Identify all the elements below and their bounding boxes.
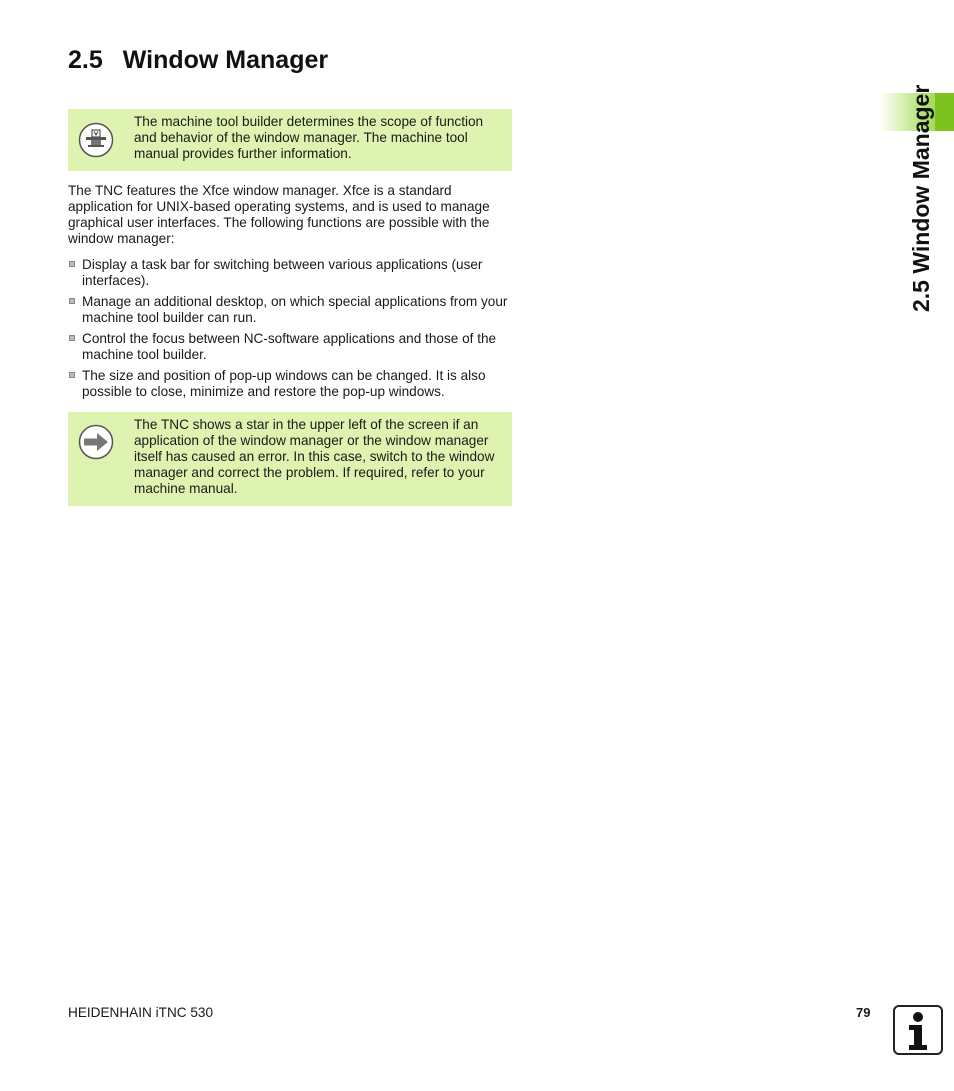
footer-document-title: HEIDENHAIN iTNC 530 bbox=[68, 1005, 214, 1020]
list-item: Manage an additional desktop, on which special applications from your machine tool builder can run. bbox=[68, 294, 512, 326]
intro-paragraph: The TNC features the Xfce window manager. Xfce is a standard application for UNIX-based operating systems, and is used to manage graphical user interfaces. The following functions are possible with the window manager: bbox=[68, 183, 490, 246]
function-list bbox=[68, 257, 512, 405]
list-item: The size and position of pop-up windows can be changed. It is also possible to close, minimize and restore the pop-up windows. bbox=[68, 368, 512, 400]
list-item: Control the focus between NC-software applications and those of the machine tool builder. bbox=[68, 331, 512, 363]
bullet-square-icon bbox=[69, 372, 75, 378]
bullet-square-icon bbox=[69, 261, 75, 267]
section-title: Window Manager bbox=[122, 46, 329, 74]
machine-tool-builder-icon bbox=[78, 122, 114, 158]
note-box-machine-builder bbox=[68, 109, 512, 171]
note-text-machine-builder: The machine tool builder determines the scope of function and behavior of the window manager. The machine tool manual provides further information. bbox=[134, 114, 484, 161]
section-number: 2.5 bbox=[68, 46, 103, 74]
note-box-error-star bbox=[68, 412, 512, 506]
bullet-square-icon bbox=[69, 298, 75, 304]
info-icon bbox=[893, 1005, 943, 1055]
bullet-square-icon bbox=[69, 335, 75, 341]
page-number: 79 bbox=[856, 1005, 871, 1020]
side-chapter-heading: 2.5 Window Manager bbox=[908, 84, 934, 312]
list-item: Display a task bar for switching between various applications (user interfaces). bbox=[68, 257, 512, 289]
arrow-right-icon bbox=[78, 424, 114, 460]
note-text-error-star: The TNC shows a star in the upper left of the screen if an application of the window manager or the window manager itself has caused an error. In this case, switch to the window manager and correct the problem. If required, refer to your machine manual. bbox=[134, 417, 495, 496]
page-title bbox=[68, 46, 328, 75]
chapter-tab-accent bbox=[935, 93, 954, 131]
